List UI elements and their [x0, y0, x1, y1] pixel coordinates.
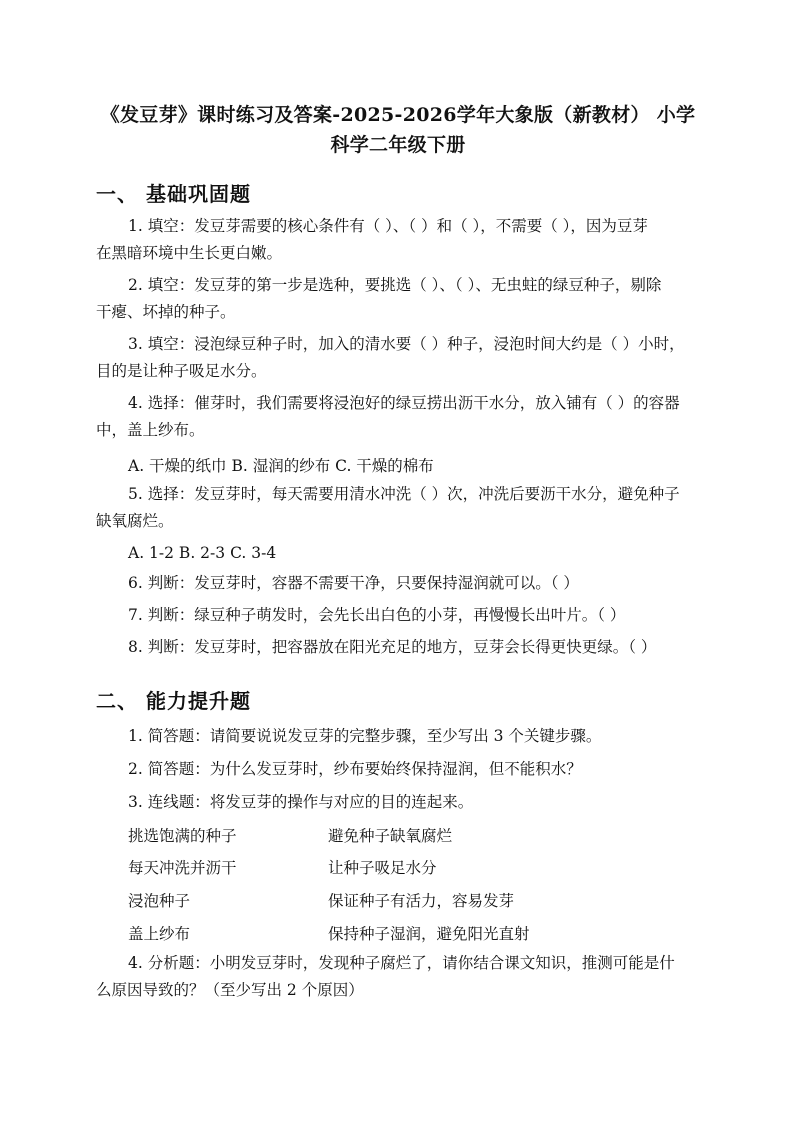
question-line: 4. 选择：催芽时，我们需要将浸泡好的绿豆捞出沥干水分，放入铺有（ ）的容器 — [128, 394, 680, 412]
match-right-item: 保持种子湿润，避免阳光直射 — [328, 925, 530, 943]
question-1-3 — [96, 331, 702, 385]
question-1-2 — [96, 272, 702, 326]
document-title — [96, 100, 700, 160]
title-line-1: 《发豆芽》课时练习及答案-2025-2026学年大象版（新教材） 小学 — [100, 104, 696, 126]
question-line: 在黑暗环境中生长更白嫩。 — [96, 244, 283, 262]
match-right-item: 让种子吸足水分 — [328, 859, 437, 877]
match-left-item: 每天冲洗并沥干 — [128, 859, 237, 877]
question-1-8 — [96, 634, 702, 661]
question-1-5 — [96, 481, 702, 535]
question-line: 中，盖上纱布。 — [96, 421, 205, 439]
question-line: 5. 选择：发豆芽时，每天需要用清水冲洗（ ）次，冲洗后要沥干水分，避免种子 — [128, 485, 680, 503]
question-line: 8. 判断：发豆芽时，把容器放在阳光充足的地方，豆芽会长得更快更绿。（ ） — [128, 638, 657, 656]
question-line: 3. 连线题：将发豆芽的操作与对应的目的连起来。 — [128, 793, 474, 811]
question-2-2 — [96, 756, 702, 783]
question-line: 4. 分析题：小明发豆芽时，发现种子腐烂了，请你结合课文知识，推测可能是什 — [128, 954, 675, 972]
question-2-1 — [96, 723, 702, 750]
question-line: 6. 判断：发豆芽时，容器不需要干净，只要保持湿润就可以。（ ） — [128, 574, 579, 592]
question-line: 目的是让种子吸足水分。 — [96, 362, 267, 380]
question-1-4-options: A. 干燥的纸巾 B. 湿润的纱布 C. 干燥的棉布 — [128, 457, 434, 475]
section-heading-basic: 一、 基础巩固题 — [96, 182, 251, 206]
question-1-7 — [96, 602, 702, 629]
section-heading-advanced: 二、 能力提升题 — [96, 689, 251, 713]
question-line: 么原因导致的？（至少写出 2 个原因） — [96, 981, 364, 999]
question-1-5-options: A. 1-2 B. 2-3 C. 3-4 — [128, 544, 277, 562]
question-line: 3. 填空：浸泡绿豆种子时，加入的清水要（ ）种子，浸泡时间大约是（ ）小时， — [128, 335, 685, 353]
match-right-item: 保证种子有活力，容易发芽 — [328, 892, 515, 910]
question-1-6 — [96, 570, 702, 597]
question-2-4 — [96, 950, 702, 1004]
title-line-2: 科学二年级下册 — [330, 134, 466, 156]
question-line: 1. 填空：发豆芽需要的核心条件有（ ）、（ ）和（ ），不需要（ ），因为豆芽 — [128, 217, 648, 235]
question-line: 缺氧腐烂。 — [96, 512, 174, 530]
match-left-item: 盖上纱布 — [128, 925, 191, 943]
question-1-1 — [96, 213, 702, 267]
match-left-item: 浸泡种子 — [128, 892, 191, 910]
question-line: 2. 填空：发豆芽的第一步是选种，要挑选（ ）、（ ）、无虫蛀的绿豆种子，剔除 — [128, 276, 662, 294]
question-line: 7. 判断：绿豆种子萌发时，会先长出白色的小芽，再慢慢长出叶片。（ ） — [128, 606, 626, 624]
question-line: 1. 简答题：请简要说说发豆芽的完整步骤，至少写出 3 个关键步骤。 — [128, 727, 602, 745]
match-left-item: 挑选饱满的种子 — [128, 827, 237, 845]
match-right-item: 避免种子缺氧腐烂 — [328, 827, 453, 845]
question-1-4 — [96, 390, 702, 444]
question-line: 干瘪、坏掉的种子。 — [96, 303, 236, 321]
question-line: 2. 简答题：为什么发豆芽时，纱布要始终保持湿润，但不能积水？ — [128, 760, 582, 778]
question-2-3 — [96, 789, 702, 816]
